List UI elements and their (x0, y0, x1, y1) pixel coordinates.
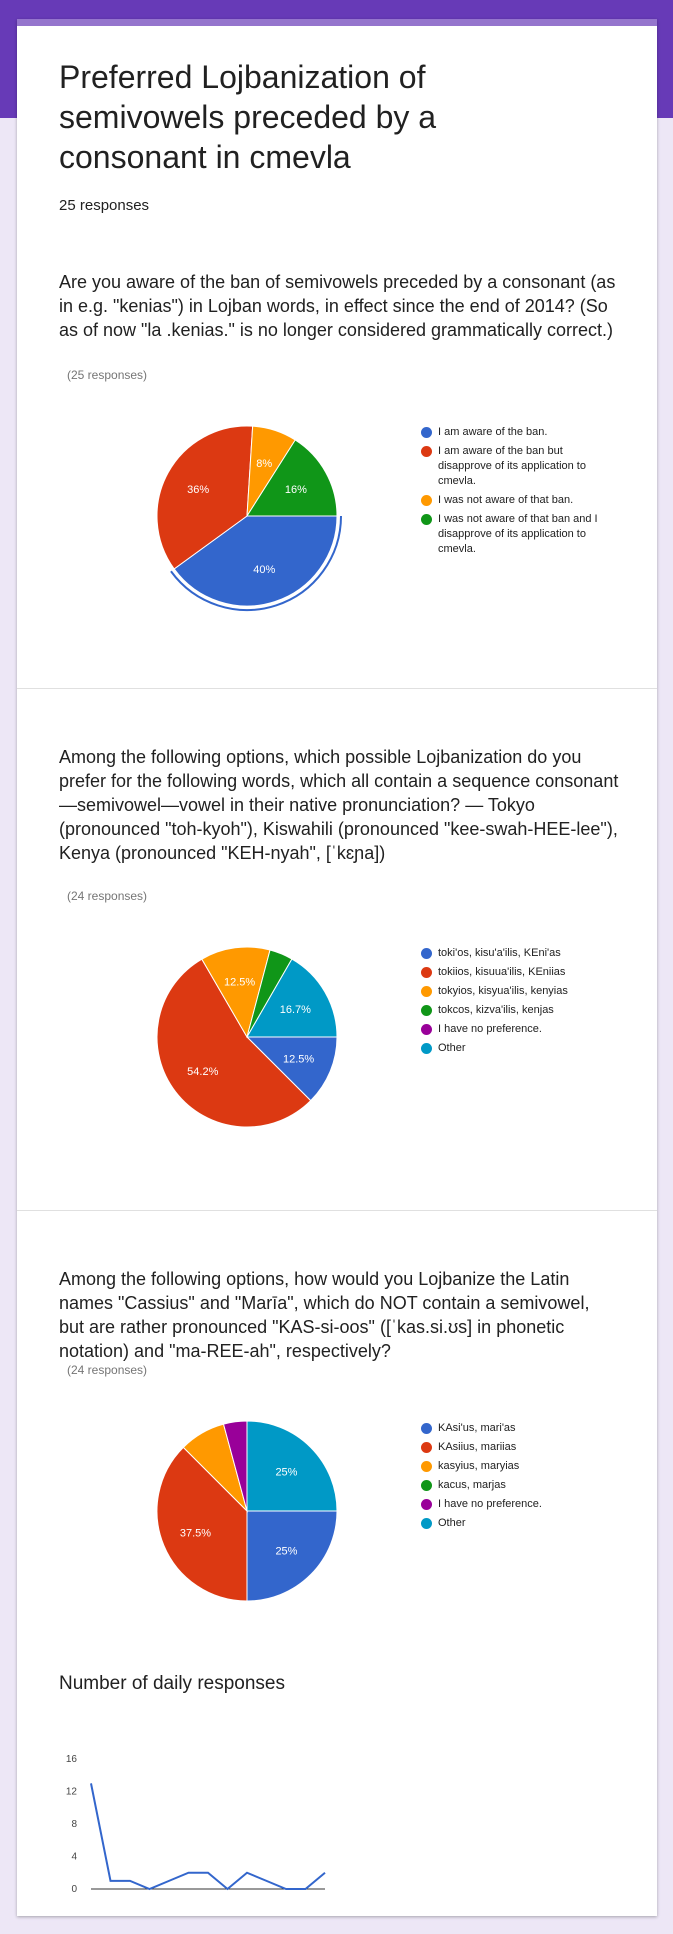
legend-item (421, 493, 611, 508)
legend-color-dot-icon (421, 1005, 432, 1016)
question-2-pie-chart[interactable] (147, 937, 347, 1137)
legend-item (421, 1041, 611, 1056)
legend-item (421, 1421, 611, 1436)
legend-label: tokiios, kisuua'ilis, KEniias (438, 966, 566, 978)
legend-color-dot-icon (421, 1461, 432, 1472)
legend-color-dot-icon (421, 1480, 432, 1491)
daily-responses-line-chart[interactable] (59, 1739, 359, 1899)
legend-color-dot-icon (421, 427, 432, 438)
pie-slice-label: 25% (275, 1545, 298, 1558)
legend-color-dot-icon (421, 514, 432, 525)
question-1-response-count: (25 responses) (67, 368, 148, 382)
legend-color-dot-icon (421, 967, 432, 978)
legend-item (421, 1497, 611, 1512)
legend-label: I am aware of the ban but disapprove of its application to cmevla. (438, 445, 586, 487)
legend-color-dot-icon (421, 446, 432, 457)
legend-item (421, 1516, 611, 1531)
question-3-response-count: (24 responses) (67, 1363, 148, 1377)
pie-slice-label: 54.2% (187, 1066, 219, 1079)
legend-label: Other (438, 1042, 466, 1054)
question-2-legend (421, 946, 611, 1060)
question-1-legend (421, 425, 611, 561)
legend-label: tokcos, kizva'ilis, kenjas (438, 1004, 554, 1016)
legend-item (421, 1459, 611, 1474)
question-2-response-count: (24 responses) (67, 889, 148, 903)
legend-item (421, 512, 611, 557)
pie-slice-label: 8% (256, 457, 273, 470)
legend-item (421, 946, 611, 961)
pie-slice-label: 37.5% (179, 1527, 212, 1540)
question-1-text: Are you aware of the ban of semivowels preceded by a consonant (as in e.g. "kenias") in Lojban words, in effect since the end of 2014? (So as of now "la .kenias." is no longer considered grammatically correct.) (59, 272, 616, 340)
total-responses: 25 responses (59, 197, 150, 214)
form-title: Preferred Lojbanization of semivowels preceded by a consonant in cmevla (59, 59, 437, 175)
legend-item (421, 444, 611, 489)
daily-responses-title: Number of daily responses (59, 1673, 285, 1694)
legend-label: Other (438, 1517, 466, 1529)
daily-responses-series-line[interactable] (91, 1783, 325, 1889)
legend-item (421, 1440, 611, 1455)
legend-label: tokyios, kisyua'ilis, kenyias (438, 985, 568, 997)
y-tick-label: 0 (71, 1884, 77, 1895)
pie-slice-label: 12.5% (223, 976, 256, 989)
question-1-pie-chart[interactable] (147, 416, 347, 616)
legend-color-dot-icon (421, 1024, 432, 1035)
pie-slice-label: 25% (275, 1466, 298, 1479)
legend-color-dot-icon (421, 1518, 432, 1529)
question-3-text: Among the following options, how would you Lojbanize the Latin names "Cassius" and "Marīa", which do NOT contain a semivowel, but are rather pronounced "KAS-si-oos" ([ˈkas.si.ʊs] in phonetic notation) and "ma-REE-ah", respectively? (59, 1269, 590, 1361)
legend-label: KAsiius, mariias (438, 1441, 517, 1453)
y-tick-label: 16 (65, 1754, 77, 1765)
legend-label: KAsi'us, mari'as (438, 1422, 516, 1434)
question-3-legend (421, 1421, 611, 1535)
y-tick-label: 12 (65, 1786, 77, 1798)
legend-label: kasyius, maryias (438, 1460, 520, 1472)
pie-slice-label: 16.7% (279, 1004, 311, 1017)
legend-color-dot-icon (421, 495, 432, 506)
legend-label: I am aware of the ban. (438, 426, 548, 438)
legend-label: I was not aware of that ban and I disapprove of its application to cmevla. (438, 513, 598, 555)
pie-slice-label: 16% (284, 484, 307, 497)
legend-item (421, 1003, 611, 1018)
legend-item (421, 1022, 611, 1037)
legend-color-dot-icon (421, 1499, 432, 1510)
legend-color-dot-icon (421, 948, 432, 959)
section-divider (17, 688, 657, 689)
y-tick-label: 4 (71, 1851, 77, 1863)
legend-item (421, 425, 611, 440)
legend-color-dot-icon (421, 1043, 432, 1054)
pie-slice-label: 40% (253, 564, 276, 577)
y-tick-label: 8 (71, 1819, 77, 1830)
legend-label: I have no preference. (438, 1498, 542, 1510)
legend-item (421, 965, 611, 980)
legend-label: I have no preference. (438, 1023, 542, 1035)
form-summary-card (17, 19, 657, 1916)
legend-color-dot-icon (421, 986, 432, 997)
question-2-text: Among the following options, which possible Lojbanization do you prefer for the following words, which all contain a sequence consonant—semivowel—vowel in their native pronunciation? — Tokyo (pronounced "toh-kyoh"), Kiswahili (pronounced "kee-swah-HEE-lee"), Kenya (pronounced "KEH-nyah", [ˈkɛɲa]) (59, 747, 619, 863)
legend-item (421, 1478, 611, 1493)
question-3-pie-chart[interactable] (147, 1411, 347, 1611)
card-accent-bar (17, 19, 657, 26)
legend-color-dot-icon (421, 1423, 432, 1434)
legend-label: kacus, marjas (438, 1479, 506, 1491)
legend-color-dot-icon (421, 1442, 432, 1453)
legend-label: toki'os, kisu'a'ilis, KEni'as (438, 947, 561, 959)
section-divider (17, 1210, 657, 1211)
legend-label: I was not aware of that ban. (438, 494, 574, 506)
legend-item (421, 984, 611, 999)
pie-slice-label: 12.5% (282, 1053, 315, 1066)
pie-slice-label: 36% (187, 484, 210, 497)
